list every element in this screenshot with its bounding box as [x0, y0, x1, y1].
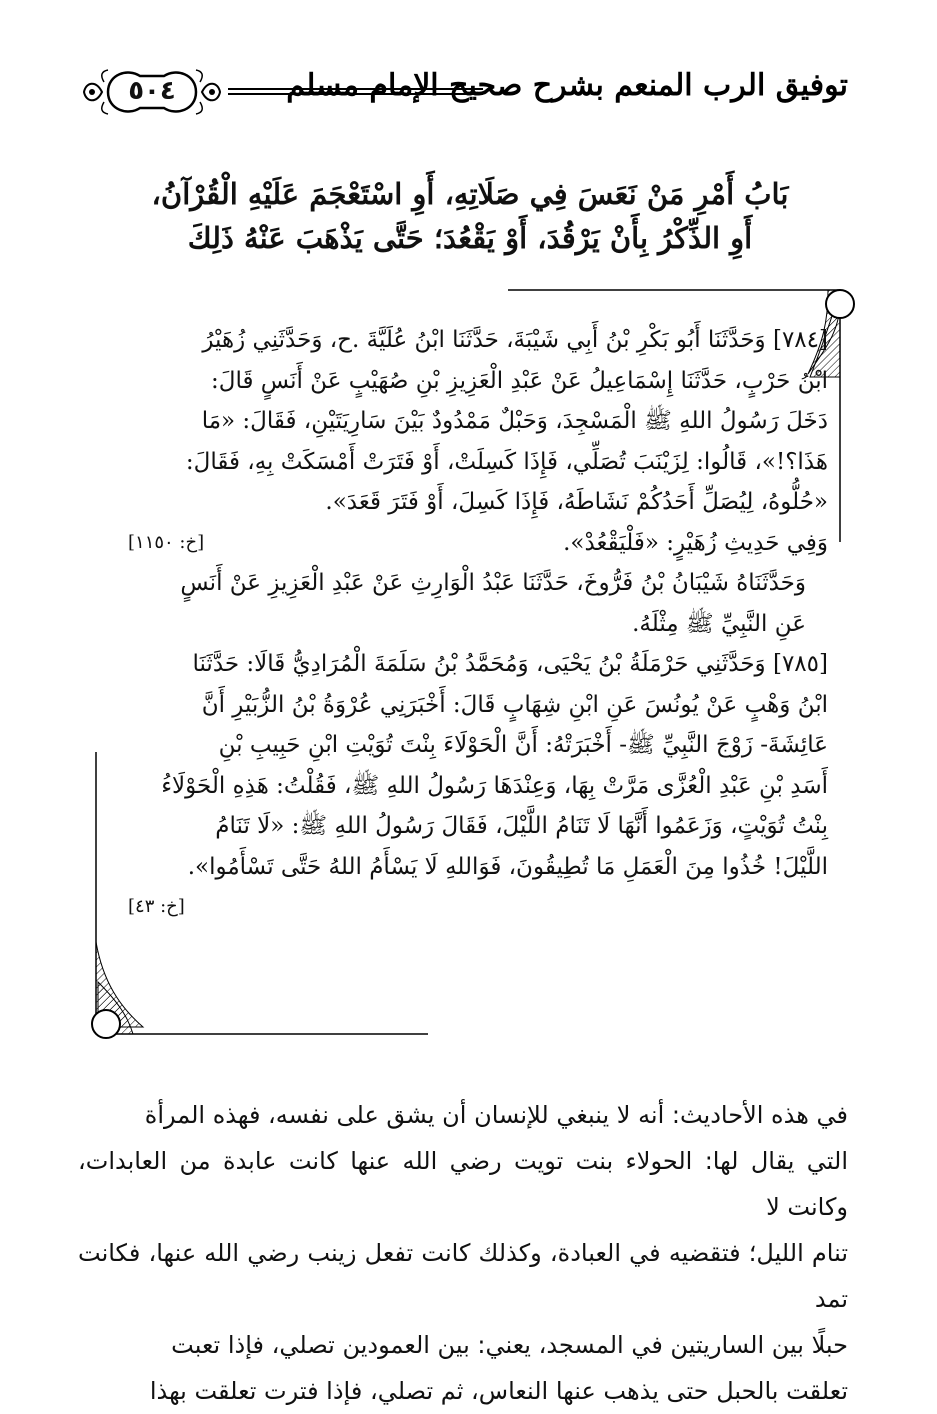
commentary-block — [78, 1092, 848, 1414]
commentary-line: تنام الليل؛ فتقضيه في العبادة، وكذلك كانت تفعل زينب رضي الله عنها، فكانت تمد — [78, 1239, 848, 1313]
page-number: ٥٠٤ — [128, 76, 176, 106]
hadith-784-line: هَذَا؟!»، قَالُوا: لِزَيْنَبَ تُصَلِّي، فَإِذَا كَسِلَتْ، أَوْ فَتَرَتْ أَمْسَكَتْ بِهِ، فَقَالَ: — [185, 448, 828, 475]
hadith-785-line: اللَّيْلَ! خُذُوا مِنَ الْعَمَلِ مَا تُطِيقُونَ، فَوَاللهِ لَا يَسْأَمُ اللهُ حَتَّى تَسْأَمُوا». — [187, 853, 828, 880]
hadith-785 — [128, 644, 828, 887]
chapter-heading — [110, 172, 830, 260]
chapter-title-line-2: أَوِ الذِّكْرُ بِأَنْ يَرْقُدَ، أَوْ يَقْعُدَ؛ حَتَّى يَذْهَبَ عَنْهُ ذَلِكَ — [187, 221, 753, 255]
hadith-785-line: أَسَدِ بْنِ عَبْدِ الْعُزَّى مَرَّتْ بِهَا، وَعِنْدَهَا رَسُولُ اللهِ ﷺ، فَقُلْتُ: هَذِهِ الْحَوْلَاءُ — [161, 772, 828, 799]
shayban-line: وَحَدَّثَنَاهُ شَيْبَانُ بْنُ فَرُّوخَ، حَدَّثَنَا عَبْدُ الْوَارِثِ عَنْ عَبْدِ الْعَزِيزِ عَنْ أَنَسٍ — [180, 570, 806, 596]
commentary-line: في هذه الأحاديث: أنه لا ينبغي للإنسان أن يشق على نفسه، فهذه المرأة — [144, 1101, 848, 1129]
shayban-chain — [128, 563, 828, 644]
page-header — [78, 62, 848, 122]
hadith-784-line: [٧٨٤] وَحَدَّثَنَا أَبُو بَكْرِ بْنُ أَبِي شَيْبَةَ، حَدَّثَنَا ابْنُ عُلَيَّةَ .ح، وَحَدَّثَنِي زُهَيْرُ — [202, 327, 828, 353]
zuhair-variant-text: وَفِي حَدِيثِ زُهَيْرٍ: «فَلْيَقْعُدْ». — [563, 529, 828, 556]
hadith-785-line: ابْنُ وَهْبٍ عَنْ يُونُسَ عَنِ ابْنِ شِهَابٍ قَالَ: أَخْبَرَنِي عُرْوَةُ بْنُ الزُّبَيْرِ أَنَّ — [201, 691, 828, 718]
commentary-line: التي يقال لها: الحولاء بنت تويت رضي الله عنها كانت عابدة من العابدات، وكانت لا — [78, 1147, 848, 1221]
page-number-ornament — [78, 62, 226, 122]
hadith-text-block — [128, 320, 828, 921]
hadith-784-line: ابْنُ حَرْبٍ، حَدَّثَنَا إِسْمَاعِيلُ عَنْ عَبْدِ الْعَزِيزِ بْنِ صُهَيْبٍ عَنْ أَنَسٍ قَالَ: — [210, 367, 828, 394]
zuhair-variant-line — [128, 523, 828, 564]
commentary-line: حبلًا بين الساريتين في المسجد، يعني: بين العمودين تصلي، فإذا تعبت — [171, 1331, 848, 1359]
bukhari-reference-43: [خ: ٤٣] — [128, 896, 185, 917]
hadith-785-line: [٧٨٥] وَحَدَّثَنِي حَرْمَلَةُ بْنُ يَحْيَى، وَمُحَمَّدُ بْنُ سَلَمَةَ الْمُرَادِيُّ قَالَا: حَدَّثَنَا — [192, 651, 828, 677]
hadith-785-line: بِنْتُ تُوَيْتٍ، وَزَعَمُوا أَنَّهَا لَا تَنَامُ اللَّيْلَ، فَقَالَ رَسُولُ اللهِ ﷺ: «لَا تَنَامُ — [215, 813, 828, 839]
header-double-rule — [228, 88, 483, 97]
shayban-line: عَنِ النَّبِيِّ ﷺ مِثْلَهُ. — [632, 610, 806, 637]
hadith-784-line: دَخَلَ رَسُولُ اللهِ ﷺ الْمَسْجِدَ، وَحَبْلٌ مَمْدُودٌ بَيْنَ سَارِيَتَيْنِ، فَقَالَ: «مَا — [201, 408, 828, 434]
running-title: توفيق الرب المنعم بشرح صحيح الإمام مسلم — [286, 68, 848, 103]
hadith-785-line: عَائِشَةَ- زَوْجَ النَّبِيِّ ﷺ- أَخْبَرَتْهُ: أَنَّ الْحَوْلَاءَ بِنْتَ تُوَيْتِ ابْنِ حَبِيبِ بْنِ — [218, 732, 828, 758]
hadith-784 — [128, 320, 828, 523]
bukhari-reference-1150: [خ: ١١٥٠] — [128, 531, 205, 553]
commentary-line: تعلقت بالحبل حتى يذهب عنها النعاس، ثم تصلي، فإذا فترت تعلقت بهذا — [149, 1377, 848, 1405]
hadith-784-line: «حُلُّوهُ، لِيُصَلِّ أَحَدُكُمْ نَشَاطَهُ، فَإِذَا كَسِلَ، أَوْ فَتَرَ قَعَدَ». — [325, 489, 828, 515]
chapter-title-line-1: بَابُ أَمْرِ مَنْ نَعَسَ فِي صَلَاتِهِ، أَوِ اسْتَعْجَمَ عَلَيْهِ الْقُرْآنُ، — [151, 177, 789, 211]
ref-43-line — [128, 887, 828, 921]
